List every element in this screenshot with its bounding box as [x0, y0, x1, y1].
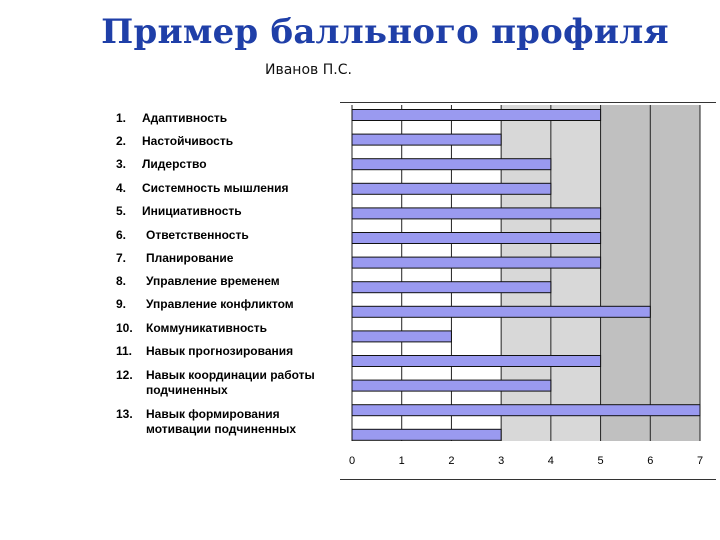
category-text: Ответственность	[146, 228, 249, 242]
category-number: 7.	[116, 251, 127, 265]
x-tick-label: 7	[696, 455, 704, 467]
bar	[352, 282, 551, 293]
bar	[352, 257, 601, 268]
category-text: Инициативность	[142, 204, 242, 218]
bar	[352, 331, 451, 342]
x-tick-label: 1	[398, 455, 405, 467]
x-tick-label: 6	[647, 455, 654, 467]
x-tick-label: 2	[448, 455, 455, 467]
category-number: 5.	[116, 204, 127, 218]
category-number: 1.	[116, 111, 127, 125]
category-text: Адаптивность	[142, 111, 228, 125]
category-text: Лидерство	[142, 157, 207, 171]
bar	[352, 429, 501, 440]
category-text: Системность мышления	[142, 181, 289, 195]
category-number: 13.	[116, 407, 133, 421]
category-number: 8.	[116, 274, 127, 288]
category-number: 12.	[116, 368, 133, 382]
category-number: 4.	[116, 181, 127, 195]
bar	[352, 159, 551, 170]
bar	[352, 233, 601, 244]
x-tick-label: 5	[597, 455, 604, 467]
person-name: Иванов П.С.	[265, 62, 352, 78]
bar	[352, 183, 551, 194]
category-number: 3.	[116, 157, 127, 171]
category-text: Навык координации работы	[146, 368, 315, 382]
bar	[352, 405, 700, 416]
bar	[352, 110, 601, 121]
category-text: Планирование	[146, 251, 234, 265]
category-text: Управление временем	[146, 274, 280, 288]
category-number: 10.	[116, 321, 133, 335]
category-number: 6.	[116, 228, 127, 242]
x-tick-label: 0	[348, 455, 356, 467]
bar	[352, 306, 650, 317]
bar	[352, 208, 601, 219]
category-text: Навык формирования	[146, 407, 280, 421]
bar	[352, 356, 601, 367]
bar	[352, 380, 551, 391]
category-text: Настойчивость	[142, 134, 234, 148]
category-text: Навык прогнозирования	[146, 344, 294, 358]
bar	[352, 134, 501, 145]
category-text-continued: подчиненных	[146, 383, 228, 397]
page-title: Пример балльного профиля	[101, 12, 669, 52]
category-text-continued: мотивации подчиненных	[146, 422, 297, 436]
x-tick-label: 3	[498, 455, 505, 467]
category-text: Коммуникативность	[146, 321, 268, 335]
x-tick-label: 4	[547, 455, 554, 467]
category-number: 9.	[116, 297, 127, 311]
category-text: Управление конфликтом	[146, 297, 294, 311]
category-number: 2.	[116, 134, 127, 148]
category-number: 11.	[116, 344, 133, 358]
